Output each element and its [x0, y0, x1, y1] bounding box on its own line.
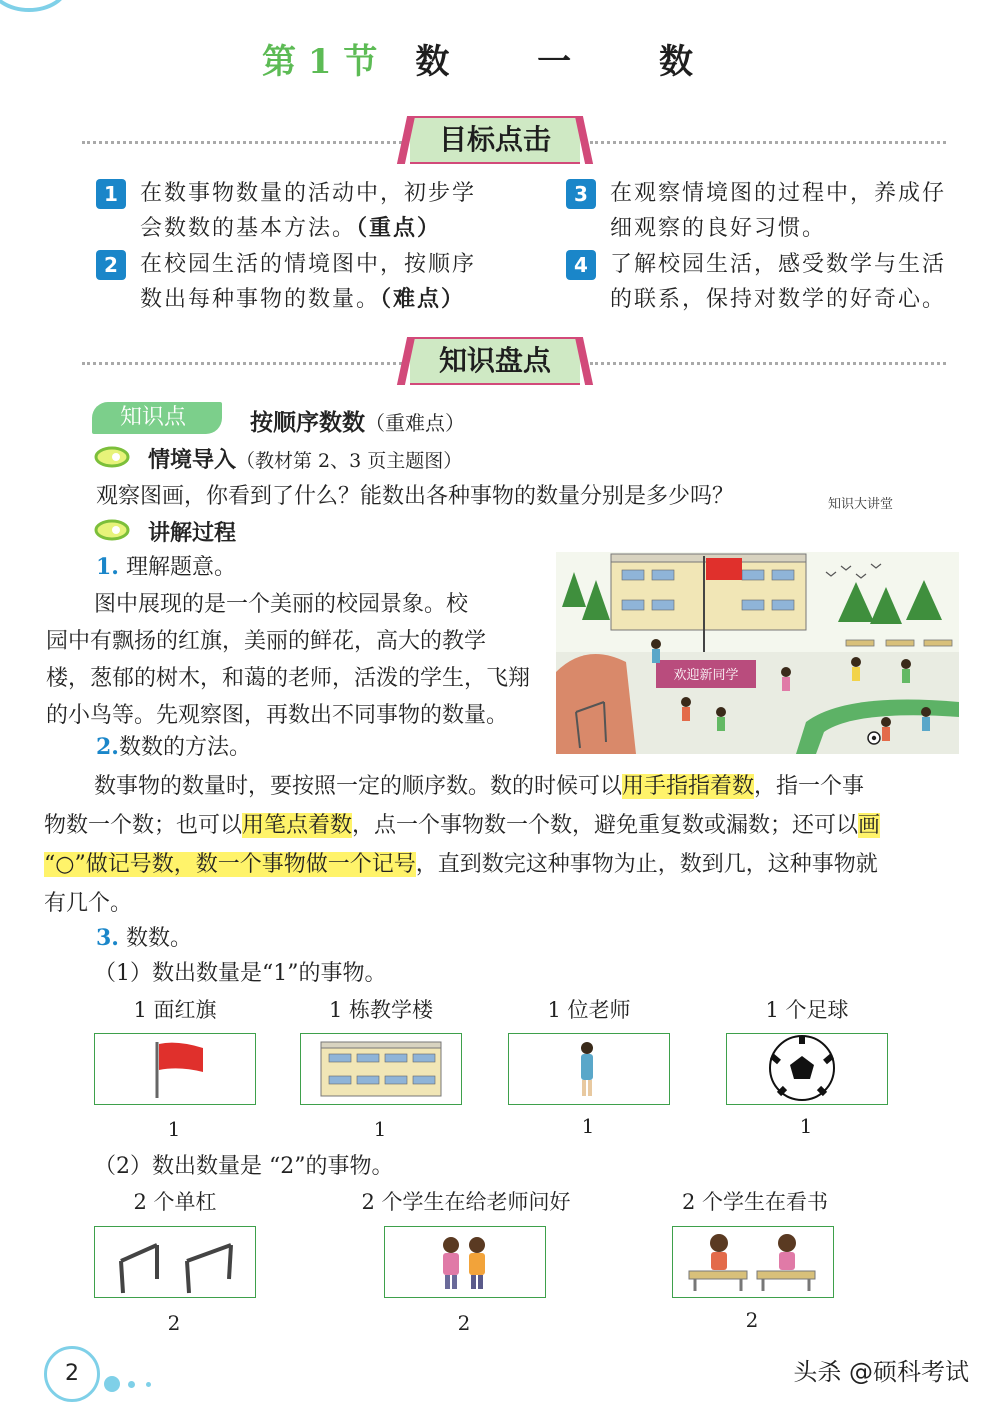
step-1-title: 理解题意。	[125, 555, 236, 580]
step-2-heading	[96, 729, 251, 766]
image-box-football	[726, 1033, 888, 1105]
step-2-text: ，直到数完这种事物为止，数到几，这种事物就	[415, 852, 878, 877]
students-reading-icon	[673, 1227, 833, 1297]
goal-number-2: 2	[96, 250, 126, 280]
goal-item-1	[140, 176, 476, 246]
footer-dot	[128, 1381, 135, 1388]
step-2-paragraph	[44, 767, 960, 923]
caption-flag: 1 面红旗	[133, 998, 217, 1022]
goal-number-3: 3	[566, 179, 596, 209]
kp-title-text: 按顺序数数	[250, 410, 365, 436]
count-greeting: 2	[457, 1311, 471, 1335]
teacher-icon	[509, 1034, 669, 1104]
goal-number-1: 1	[96, 179, 126, 209]
image-box-flag	[94, 1033, 256, 1105]
step-2-text: ，点一个事物数一个数，避免重复数或漏数；还可以	[352, 813, 859, 838]
sub-question-2: （2）数出数量是 “2”的事物。	[94, 1154, 394, 1179]
goals-banner: 目标点击	[410, 116, 580, 164]
footer-dot	[104, 1376, 120, 1392]
campus-scene-image	[556, 552, 959, 754]
football-icon	[727, 1034, 887, 1104]
page-number: 2	[44, 1346, 100, 1402]
step-1-line: 的小鸟等。先观察图，再数出不同事物的数量。	[46, 703, 509, 728]
goal-4-line2: 的联系，保持对数学的好奇心。	[610, 287, 947, 312]
caption-bars: 2 个单杠	[133, 1190, 217, 1214]
goal-3-line2: 细观察的良好习惯。	[610, 216, 827, 241]
step-3-num: 3.	[96, 925, 119, 951]
goal-4-line1: 了解校园生活，感受数学与生活	[610, 252, 947, 277]
step-1-line: 楼，葱郁的树木，和蔼的老师，活泼的学生，飞翔	[46, 666, 531, 691]
count-football: 1	[799, 1114, 813, 1138]
school-building-icon	[301, 1034, 461, 1104]
goal-1-line2: 会数数的基本方法。	[140, 216, 357, 241]
process-heading: 讲解过程	[148, 521, 237, 546]
count-bars: 2	[167, 1311, 181, 1335]
step-1-line: 园中有飘扬的红旗，美丽的鲜花，高大的教学	[46, 629, 487, 654]
image-box-reading	[672, 1226, 834, 1298]
knowledge-point-title	[250, 404, 465, 437]
step-2-text: 数事物的数量时，要按照一定的顺序数。数的时候可以	[94, 774, 623, 799]
students-greeting-icon	[385, 1227, 545, 1297]
highlight-mark: “○”做记号数，数一个事物做一个记号	[44, 852, 416, 877]
count-reading: 2	[745, 1308, 759, 1332]
goal-3-line1: 在观察情境图的过程中，养成仔	[610, 181, 947, 206]
count-flag: 1	[167, 1117, 181, 1141]
step-2-text: ，指一个事	[754, 774, 865, 799]
step-3-heading	[96, 920, 192, 957]
step-1-heading	[96, 549, 236, 586]
goal-item-3	[610, 176, 946, 246]
goal-item-4	[610, 247, 946, 317]
intro-head-note: （教材第 2、3 页主题图）	[236, 450, 463, 472]
image-box-greeting	[384, 1226, 546, 1298]
intro-head-text: 情境导入	[148, 448, 237, 473]
caption-teacher: 1 位老师	[547, 998, 631, 1022]
step-1-line: 图中展现的是一个美丽的校园景象。校	[94, 592, 469, 617]
step-3-title: 数数。	[125, 926, 192, 951]
goal-1-line1: 在数事物数量的活动中，初步学	[140, 181, 477, 206]
highlight-finger: 用手指指着数	[622, 774, 755, 799]
sub-question-1: （1）数出数量是“1”的事物。	[94, 961, 387, 986]
kp-title-note: （重难点）	[365, 411, 465, 435]
intro-question: 观察图画，你看到了什么？能数出各种事物的数量分别是多少吗？	[96, 484, 735, 509]
step-2-text: 有几个。	[44, 891, 133, 916]
knowledge-banner: 知识盘点	[410, 337, 580, 385]
image-box-building	[300, 1033, 462, 1105]
image-box-bars	[94, 1226, 256, 1298]
page-title	[0, 34, 993, 83]
scene-banner: 欢迎新同学	[673, 668, 739, 683]
caption-greeting: 2 个学生在给老师问好	[361, 1190, 571, 1214]
intro-heading	[148, 443, 462, 474]
highlight-draw: 画	[858, 813, 881, 838]
step-2-num: 2.	[96, 734, 119, 760]
goal-2-tag: （难点）	[380, 286, 466, 312]
knowledge-point-tag: 知识点	[92, 402, 222, 434]
eye-bullet-icon	[94, 519, 130, 541]
goal-1-tag: （重点）	[356, 215, 442, 241]
corner-decoration	[0, 0, 68, 12]
count-building: 1	[373, 1117, 387, 1141]
caption-football: 1 个足球	[765, 998, 849, 1022]
caption-reading: 2 个学生在看书	[681, 1190, 829, 1214]
count-teacher: 1	[581, 1114, 595, 1138]
goal-item-2	[140, 247, 476, 317]
goal-2-line2: 数出每种事物的数量。	[140, 287, 381, 312]
goal-number-4: 4	[566, 250, 596, 280]
divider-left	[82, 141, 402, 144]
side-note: 知识大讲堂	[828, 497, 894, 512]
step-1-num: 1.	[96, 554, 119, 580]
step-2-title: 数数的方法。	[118, 735, 251, 760]
watermark: 头杀 @硕科考试	[793, 1358, 969, 1386]
step-1-paragraph	[46, 586, 540, 734]
horizontal-bars-icon	[95, 1227, 255, 1297]
step-2-text: 物数一个数；也可以	[44, 813, 243, 838]
highlight-pen: 用笔点着数	[242, 813, 353, 838]
divider-right	[590, 141, 946, 144]
goal-2-line1: 在校园生活的情境图中，按顺序	[140, 252, 477, 277]
divider-left-2	[82, 362, 402, 365]
caption-building: 1 栋教学楼	[328, 998, 434, 1022]
eye-bullet-icon	[94, 446, 130, 468]
section-name: 数 一 数	[415, 42, 732, 82]
section-number: 第 1 节	[261, 42, 378, 82]
image-box-teacher	[508, 1033, 670, 1105]
red-flag-icon	[95, 1034, 255, 1104]
footer-dot	[146, 1382, 151, 1387]
divider-right-2	[590, 362, 946, 365]
